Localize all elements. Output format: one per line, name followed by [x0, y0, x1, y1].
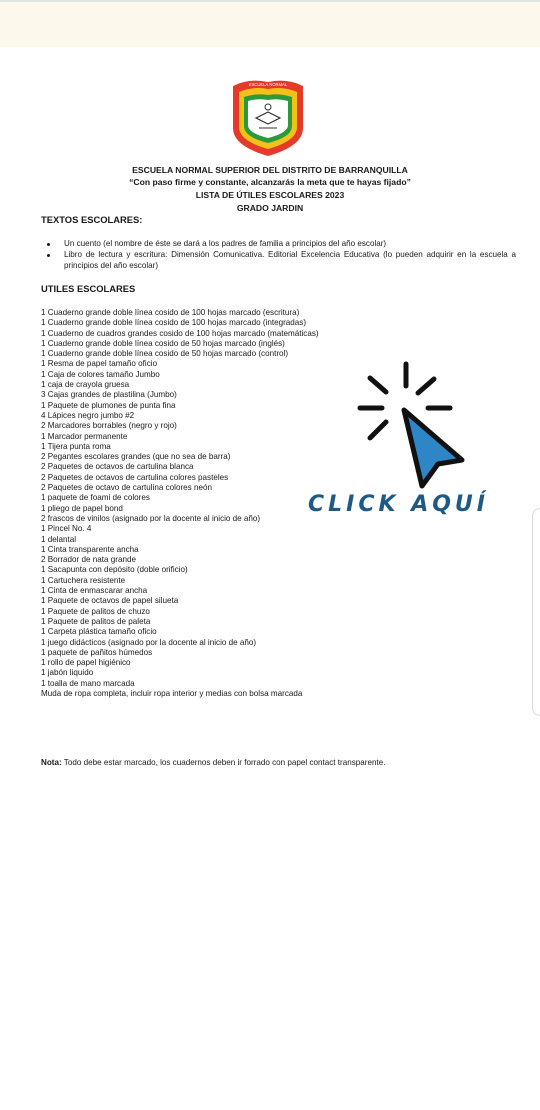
supply-item: 1 Paquete de octavos de papel silueta [41, 596, 179, 606]
supply-item: 2 Paquetes de octavos de cartulina colores pasteles [41, 472, 229, 482]
svg-text:ESCUELA NORMAL: ESCUELA NORMAL [248, 82, 288, 87]
supply-item: 1 Pincel No. 4 [41, 524, 92, 534]
supply-item: 2 Paquetes de octavo de cartulina colores neón [41, 483, 212, 493]
list-title: LISTA DE ÚTILES ESCOLARES 2023 [195, 190, 345, 200]
side-edge-handle[interactable] [532, 508, 540, 716]
click-here-link[interactable]: CLICK AQUÍ [308, 492, 489, 517]
supply-item: 1 Resma de papel tamaño oficio [41, 359, 158, 369]
supply-item: 2 Paquetes de octavos de cartulina blanca [41, 462, 194, 472]
supply-item: Muda de ropa completa, incluir ropa interior y medias con bolsa marcada [41, 688, 303, 698]
supply-item: 3 Cajas grandes de plastilina (Jumbo) [41, 390, 177, 400]
school-motto: “Con paso firme y constante, alcanzarás la meta que te hayas fijado” [129, 177, 411, 187]
supply-item: 1 Cuaderno grande doble línea cosido de 50 hojas marcado (control) [41, 349, 289, 359]
supply-item: 1 caja de crayola gruesa [41, 380, 130, 390]
supply-item: 1 Cuaderno grande doble línea cosido de 50 hojas marcado (inglés) [41, 338, 285, 348]
supply-item: 1 Caja de colores tamaño Jumbo [41, 369, 160, 379]
supply-item: 1 paquete de foami de colores [41, 493, 150, 503]
grade-title: GRADO JARDIN [236, 203, 304, 213]
supply-item: 1 Cuaderno grande doble línea cosido de 100 hojas marcado (escritura) [41, 308, 300, 317]
supply-item: 1 Cartuchera resistente [41, 575, 126, 585]
textbooks-list [64, 239, 516, 271]
school-name: ESCUELA NORMAL SUPERIOR DEL DISTRITO DE BARRANQUILLA [132, 165, 408, 175]
supply-item: 1 jabón liquido [41, 668, 94, 678]
supply-item: 1 Paquete de palitos de chuzo [41, 606, 150, 616]
supply-item: 2 Pegantes escolares grandes (que no sea de barra) [41, 452, 231, 462]
supply-item: 1 Cinta de enmascarar ancha [41, 586, 148, 596]
supplies-heading: UTILES ESCOLARES [41, 283, 136, 294]
supply-item: 1 Cuaderno grande doble línea cosido de 100 hojas marcado (integradas) [41, 318, 307, 328]
supply-item: 1 Marcador permanente [41, 431, 128, 441]
supply-item: 1 toalla de mano marcada [41, 678, 135, 688]
supply-item: 2 frascos de vinilos (asignado por la docente al inicio de año) [41, 513, 261, 523]
note-label: Nota: [41, 758, 62, 767]
cursor-click-icon[interactable] [356, 360, 468, 490]
supply-item: 1 Carpeta plástica tamaño oficio [41, 627, 157, 637]
top-banner [0, 0, 540, 47]
textbook-item: Un cuento (el nombre de éste se dará a los padres de familia a principios del año escolar) [64, 239, 516, 250]
school-crest-logo [229, 76, 307, 158]
supply-item: 1 juego didácticos (asignado por la docente al inicio de año) [41, 637, 257, 647]
footer-note [41, 758, 386, 767]
supply-item: 1 Cinta transparente ancha [41, 544, 139, 554]
supply-item: 2 Borrador de nata grande [41, 555, 136, 565]
supply-item: 1 Cuaderno de cuadros grandes cosido de 100 hojas marcado (matemáticas) [41, 328, 319, 338]
supply-item: 1 Paquete de plumones de punta fina [41, 400, 176, 410]
supply-item: 1 rollo de papel higiénico [41, 658, 131, 668]
supply-item: 1 Paquete de palitos de paleta [41, 616, 151, 626]
note-text: Todo debe estar marcado, los cuadernos deben ir forrado con papel contact transparente. [61, 758, 386, 767]
supply-item: 1 Tijera punta roma [41, 441, 111, 451]
textbook-item: Libro de lectura y escritura: Dimensión Comunicativa. Editorial Excelencia Educativa (lo pueden adquirir en la escuela a principios del año escolar) [64, 249, 516, 270]
top-divider [0, 0, 540, 2]
supply-item: 2 Marcadores borrables (negro y rojo) [41, 421, 177, 431]
supply-item: 1 Sacapunta con depósito (doble orificio) [41, 565, 188, 575]
supply-item: 1 pliego de papel bond [41, 503, 123, 513]
supply-item: 1 paquete de pañitos húmedos [41, 647, 153, 657]
supply-item: 4 Lápices negro jumbo #2 [41, 410, 135, 420]
supply-item: 1 delantal [41, 534, 77, 544]
textbooks-heading: TEXTOS ESCOLARES: [41, 214, 143, 225]
